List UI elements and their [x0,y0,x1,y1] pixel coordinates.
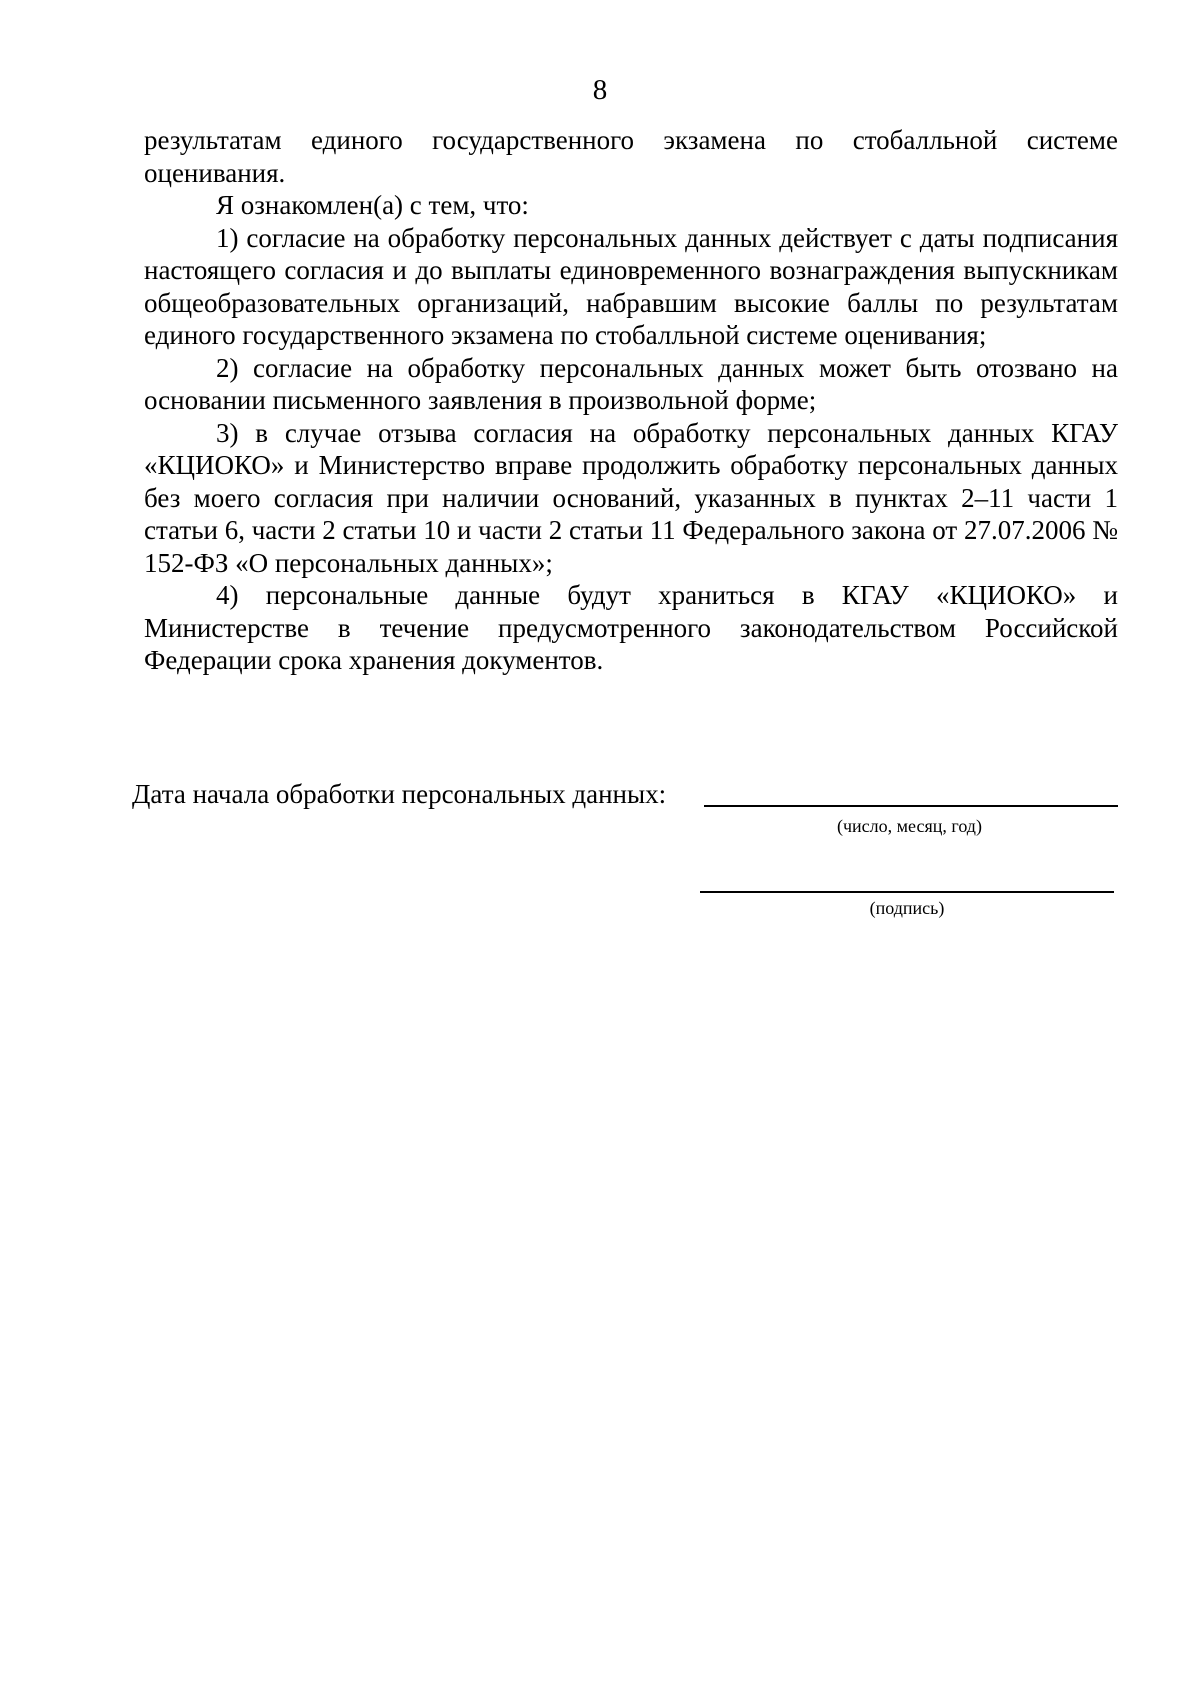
paragraph-item-2: 2) согласие на обработку персональных данных может быть отозвано на основании письменного заявления в произвольной форме; [144,352,1118,415]
page-number: 8 [592,74,608,106]
paragraph-item-3: 3) в случае отзыва согласия на обработку персональных данных КГАУ «КЦИОКО» и Министерство вправе продолжить обработку персональных данных без моего согласия при наличии оснований, указанных в пунктах 2–11 части 1 статьи 6, части 2 статьи 10 и части 2 статьи 11 Федерального закона от 27.07.2006 № 152-ФЗ «О персональных данных»; [144,417,1118,578]
date-field-caption: (число, месяц, год) [837,816,982,836]
paragraph-item-1: 1) согласие на обработку персональных данных действует с даты подписания настоящего согласия и до выплаты единовременного вознаграждения выпускникам общеобразовательных организаций, набравшим высокие баллы по результатам единого государственного экзамена по стобалльной системе оценивания; [144,222,1118,350]
date-blank-line[interactable] [704,805,1118,807]
signature-blank-line[interactable] [700,891,1114,893]
paragraph-continuation: результатам единого государственного экзамена по стобалльной системе оценивания. [144,125,1118,188]
date-field [132,776,1122,836]
paragraph-acknowledgement: Я ознакомлен(а) с тем, что: [216,190,529,220]
date-field-label: Дата начала обработки персональных данных: [132,779,667,809]
paragraph-item-4: 4) персональные данные будут храниться в КГАУ «КЦИОКО» и Министерстве в течение предусмотренного законодательством Российской Федерации срока хранения документов. [144,580,1118,675]
signature-caption: (подпись) [869,898,945,918]
body-text [144,124,1118,677]
